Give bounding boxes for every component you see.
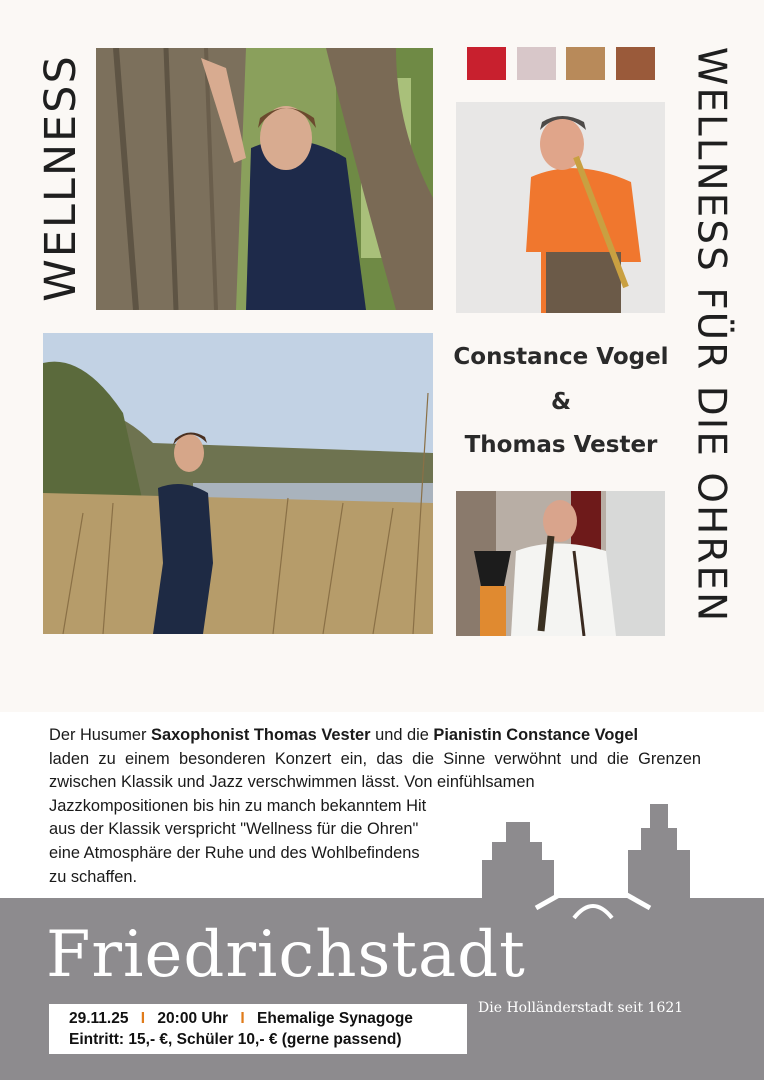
swatch-red	[467, 47, 506, 80]
photo-saxophonist-indoor	[456, 491, 665, 636]
concert-description: Der Husumer Saxophonist Thomas Vester und die Pianistin Constance Vogel laden zu einem besonderen Konzert ein, das die Sinne verwöhnt und die Grenzen zwischen Klassik und Jazz verschwimmen lässt. Von einfühlsamen Jazzkompositionen bis hin zu manch bekanntem Hit aus der Klassik verspricht "Wellness für die Ohren" eine Atmosphäre der Ruhe und des Wohlbefindens zu schaffen.	[49, 726, 701, 886]
swatch-brown	[616, 47, 655, 80]
pianist-highlight: Pianistin Constance Vogel	[433, 726, 639, 744]
performer-name-thomas: Thomas Vester	[464, 432, 658, 458]
wellness-side-title: WELLNESS	[36, 54, 86, 302]
event-details-line	[69, 1010, 413, 1028]
photo-pianist-reeds	[43, 333, 433, 634]
swatch-tan	[566, 47, 605, 80]
separator: I	[240, 1010, 245, 1027]
event-date: 29.11.25	[69, 1010, 129, 1027]
friedrichstadt-tagline: Die Holländerstadt seit 1621	[478, 1000, 684, 1016]
event-time: 20:00 Uhr	[157, 1010, 229, 1027]
performer-name-constance: Constance Vogel	[453, 344, 669, 370]
photo-pianist-tree	[96, 48, 433, 310]
skyline-icon	[478, 800, 693, 920]
swatch-rose	[517, 47, 556, 80]
wellness-fuer-die-ohren-title: WELLNESS FÜR DIE OHREN	[688, 46, 734, 624]
photo-saxophonist-orange	[456, 102, 665, 313]
performer-ampersand: &	[550, 389, 572, 415]
event-info-box	[49, 1004, 467, 1054]
event-venue: Ehemalige Synagoge	[257, 1010, 413, 1027]
separator: I	[140, 1010, 146, 1027]
event-admission: Eintritt: 15,- €, Schüler 10,- € (gerne passend)	[69, 1031, 402, 1048]
friedrichstadt-wordmark: Friedrichstadt	[46, 918, 526, 992]
saxophonist-highlight: Saxophonist Thomas Vester	[151, 726, 371, 744]
